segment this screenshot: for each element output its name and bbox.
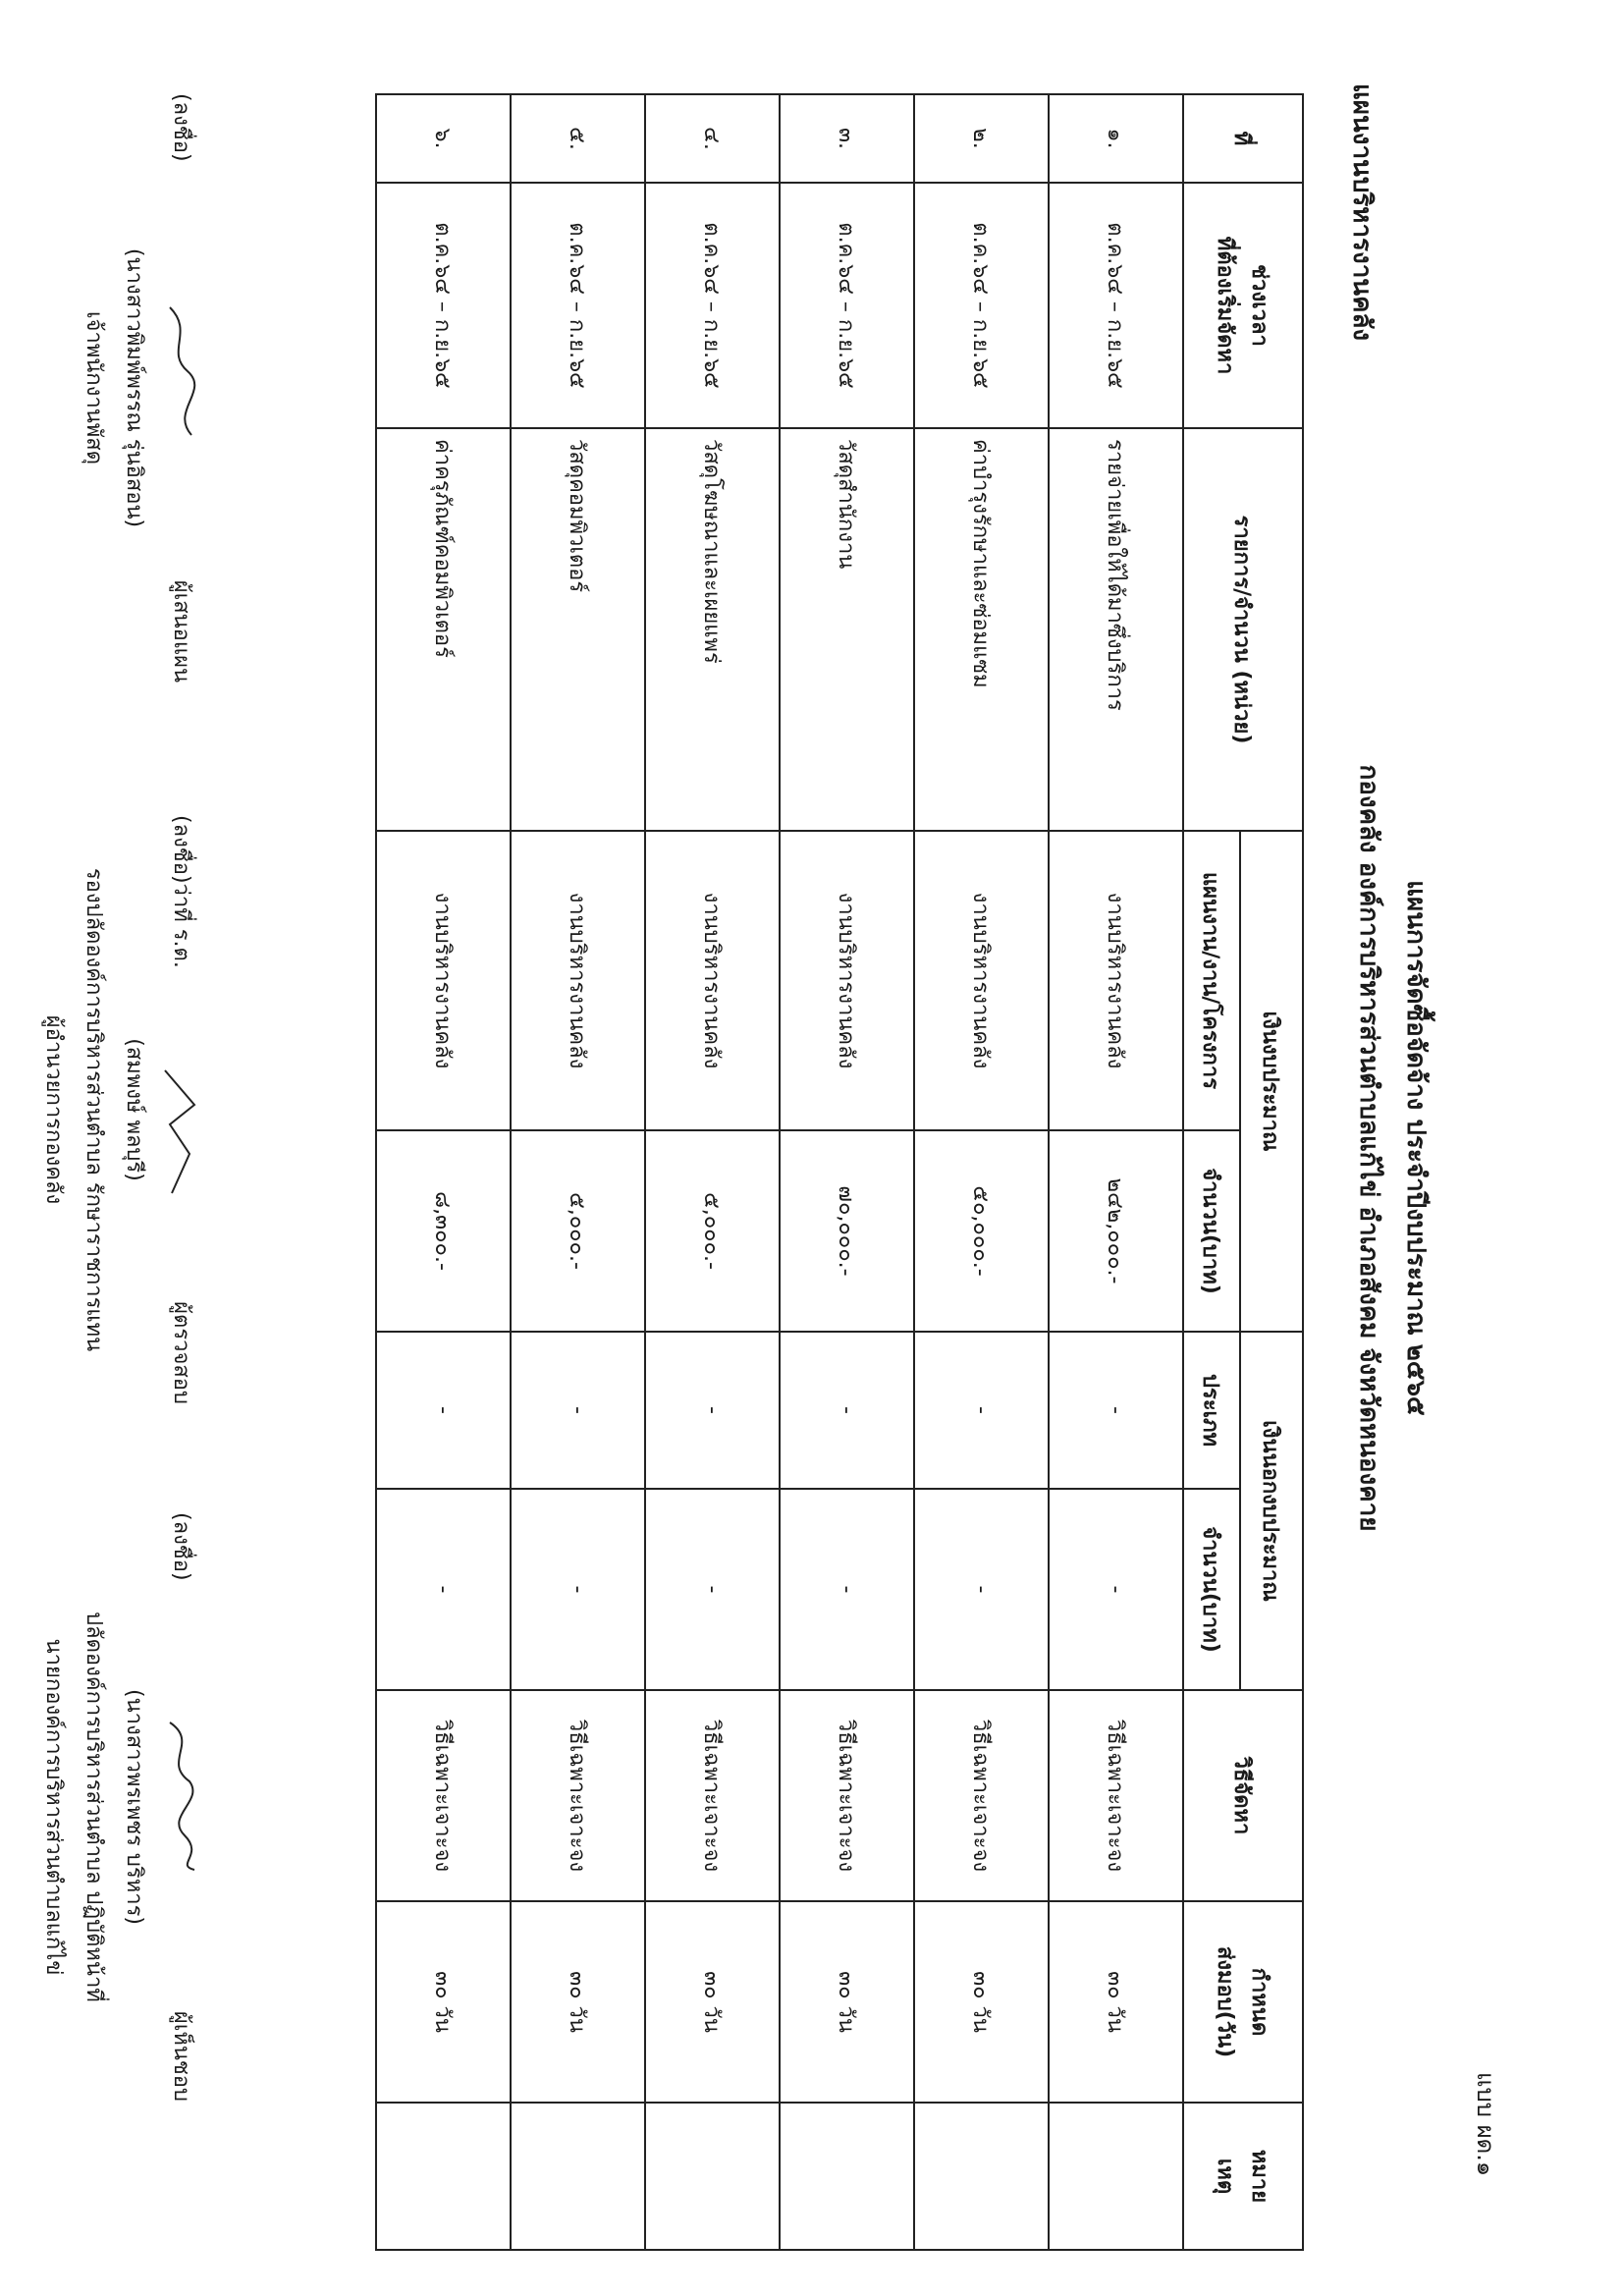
cell-item: รายจ่ายเพื่อให้ได้มาซึ่งบริการ: [1049, 428, 1183, 831]
cell-extra-amount: -: [1049, 1489, 1183, 1690]
cell-delivery: ๓๐ วัน: [1049, 1901, 1183, 2103]
cell-delivery: ๓๐ วัน: [645, 1901, 780, 2103]
cell-no: ๑.: [1049, 94, 1183, 183]
cell-no: ๒.: [914, 94, 1049, 183]
reviewer-signature-block: (ลงชื่อ)ว่าที่ ร.ต. ผู้ตรวจสอบ (สมพงษ์ พลบุรี) รองปลัดองค์การบริหารส่วนตำบล รักษาราชการแทน ผู้อำนวยการกองคลัง: [37, 815, 199, 1404]
cell-extra-type: -: [1049, 1332, 1183, 1489]
cell-plan: งานบริหารงานคลัง: [914, 831, 1049, 1130]
cell-extra-type: -: [780, 1332, 914, 1489]
cell-item: วัสดุคอมพิวเตอร์: [511, 428, 645, 831]
cell-extra-type: -: [511, 1332, 645, 1489]
table-row: [511, 94, 645, 2250]
cell-amount: ๘,๓๐๐.-: [376, 1130, 511, 1332]
cell-item: วัสดุสำนักงาน: [780, 428, 914, 831]
cell-method: วิธีเฉพาะเจาะจง: [780, 1690, 914, 1901]
cell-no: ๓.: [780, 94, 914, 183]
header-no: ที่: [1183, 94, 1303, 183]
page-subtitle: กองคลัง องค์การบริหารส่วนตำบลแก้ไข่ อำเภอสังคม จังหวัดหนองคาย: [1354, 764, 1383, 1532]
cell-period: ต.ค.๖๔ – ก.ย.๖๕: [511, 183, 645, 428]
cell-amount: ๒๔๒,๐๐๐.-: [1049, 1130, 1183, 1332]
cell-period: ต.ค.๖๔ – ก.ย.๖๕: [1049, 183, 1183, 428]
cell-plan: งานบริหารงานคลัง: [645, 831, 780, 1130]
header-budget: เงินงบประมาณ: [1240, 831, 1303, 1332]
cell-remark: [511, 2103, 645, 2250]
cell-method: วิธีเฉพาะเจาะจง: [511, 1690, 645, 1901]
cell-item: วัสดุโฆษณาและเผยแพร่: [645, 428, 780, 831]
approver-signature-mark: [160, 1718, 199, 1875]
cell-remark: [645, 2103, 780, 2250]
cell-method: วิธีเฉพาะเจาะจง: [1049, 1690, 1183, 1901]
cell-extra-amount: -: [376, 1489, 511, 1690]
cell-plan: งานบริหารงานคลัง: [511, 831, 645, 1130]
cell-amount: ๗๐,๐๐๐.-: [780, 1130, 914, 1332]
cell-remark: [376, 2103, 511, 2250]
cell-method: วิธีเฉพาะเจาะจง: [914, 1690, 1049, 1901]
cell-delivery: ๓๐ วัน: [780, 1901, 914, 2103]
header-method: วิธีจัดหา: [1183, 1690, 1303, 1901]
cell-extra-type: -: [914, 1332, 1049, 1489]
cell-no: ๕.: [511, 94, 645, 183]
cell-extra-amount: -: [645, 1489, 780, 1690]
form-code: แบบ ผด.๑: [1472, 2072, 1499, 2177]
cell-delivery: ๓๐ วัน: [376, 1901, 511, 2103]
cell-plan: งานบริหารงานคลัง: [780, 831, 914, 1130]
reviewer-signature-mark: [160, 1066, 199, 1203]
header-delivery: กำหนด ส่งมอบ(วัน): [1183, 1901, 1303, 2103]
cell-period: ต.ค.๖๔ – ก.ย.๖๕: [914, 183, 1049, 428]
preparer-signature-mark: [160, 302, 199, 440]
header-extra-type: ประเภท: [1183, 1332, 1240, 1489]
procurement-table: [375, 93, 1304, 2251]
cell-amount: ๕,๐๐๐.-: [511, 1130, 645, 1332]
cell-delivery: ๓๐ วัน: [511, 1901, 645, 2103]
table-row: [1049, 94, 1183, 2250]
section-label: แผนงานบริหารงานคลัง: [1347, 83, 1377, 342]
cell-no: ๔.: [645, 94, 780, 183]
header-extra-budget: เงินนอกงบประมาณ: [1240, 1332, 1303, 1690]
cell-remark: [780, 2103, 914, 2250]
cell-method: วิธีเฉพาะเจาะจง: [376, 1690, 511, 1901]
cell-remark: [914, 2103, 1049, 2250]
table-row: [645, 94, 780, 2250]
table-row: [780, 94, 914, 2250]
header-budget-plan: แผนงาน/งาน/โครงการ: [1183, 831, 1240, 1130]
page-title: แผนการจัดซื้อจัดจ้าง ประจำปีงบประมาณ ๒๕๖๕: [1401, 880, 1431, 1416]
cell-item: ค่าบำรุงรักษาและซ่อมแซม: [914, 428, 1049, 831]
cell-period: ต.ค.๖๔ – ก.ย.๖๕: [645, 183, 780, 428]
cell-delivery: ๓๐ วัน: [914, 1901, 1049, 2103]
table-row: [376, 94, 511, 2250]
cell-extra-amount: -: [914, 1489, 1049, 1690]
cell-amount: ๕๐,๐๐๐.-: [914, 1130, 1049, 1332]
cell-period: ต.ค.๖๔ – ก.ย.๖๕: [780, 183, 914, 428]
cell-plan: งานบริหารงานคลัง: [376, 831, 511, 1130]
cell-method: วิธีเฉพาะเจาะจง: [645, 1690, 780, 1901]
cell-no: ๖.: [376, 94, 511, 183]
header-budget-amount: จำนวน(บาท): [1183, 1130, 1240, 1332]
cell-extra-type: -: [376, 1332, 511, 1489]
cell-remark: [1049, 2103, 1183, 2250]
cell-extra-amount: -: [780, 1489, 914, 1690]
cell-period: ต.ค.๖๔ – ก.ย.๖๕: [376, 183, 511, 428]
header-items: รายการ/จำนวน (หน่วย): [1183, 428, 1303, 831]
cell-extra-type: -: [645, 1332, 780, 1489]
preparer-signature-block: (ลงชื่อ) ผู้เสนอแผน (นางสาวพิมพ์พรรณ รุ่นอิสอน) เจ้าพนักงานพัสดุ: [78, 93, 199, 683]
header-period: ช่วงเวลา ที่ต้องเริ่มจัดหา: [1183, 183, 1303, 428]
approver-signature-block: (ลงชื่อ) ผู้เห็นชอบ (นางสาวพรเพชร บริหาร) ปลัดองค์การบริหารส่วนตำบล ปฏิบัติหน้าที่ นายกองค์การบริหารส่วนตำบลแก้ไข่: [37, 1512, 199, 2102]
table-row: [914, 94, 1049, 2250]
header-extra-amount: จำนวน(บาท): [1183, 1489, 1240, 1690]
cell-amount: ๕,๐๐๐.-: [645, 1130, 780, 1332]
header-remark: หมาย เหตุ: [1183, 2103, 1303, 2250]
cell-extra-amount: -: [511, 1489, 645, 1690]
cell-item: ค่าครุภัณฑ์คอมพิวเตอร์: [376, 428, 511, 831]
cell-plan: งานบริหารงานคลัง: [1049, 831, 1183, 1130]
